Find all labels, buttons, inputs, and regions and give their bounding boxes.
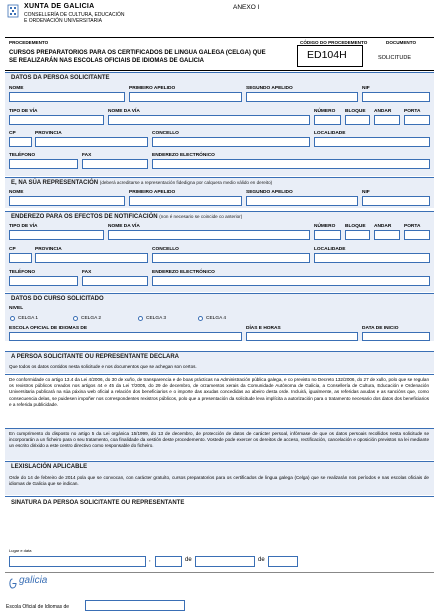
celga-2-label: CELGA 2 — [81, 316, 101, 321]
localidade-label: LOCALIDADE — [314, 131, 346, 136]
nif-label: NIF — [362, 86, 370, 91]
not-concello-field[interactable] — [152, 253, 310, 263]
bloque-label: BLOQUE — [345, 109, 366, 114]
level-label: NIVEL — [9, 306, 24, 311]
legislation-text: Orde do 14 de febreiro de 2014 pola que se convocan, con carácter gratuíto, cursos preparatorios para os certificados de lingua galega (Celga) que se realizarán nos períodos e nas escolas oficiais de idiomas de Galicia que se indican. — [9, 475, 429, 487]
not-andar-field[interactable] — [374, 230, 400, 240]
nif-field[interactable] — [362, 92, 430, 102]
legislation-section-title: LEXISLACIÓN APLICABLE — [11, 464, 88, 470]
representative-section-note: (deberá acreditarse a representación fidedigna por calquera medio válido en dereito) — [99, 180, 273, 185]
comma-separator: , — [149, 557, 151, 563]
procedure-title-2: SE REALIZARÁN NAS ESCOLAS OFICIAIS DE IDIOMAS DE GALICIA — [9, 58, 205, 64]
start-date-field[interactable] — [362, 332, 430, 341]
numero-field[interactable] — [314, 115, 341, 125]
not-provincia-field[interactable] — [35, 253, 148, 263]
not-porta-label: PORTA — [404, 224, 421, 229]
not-localidade-label: LOCALIDADE — [314, 247, 346, 252]
celga-3-label: CELGA 3 — [146, 316, 166, 321]
telefono-field[interactable] — [9, 159, 78, 169]
not-email-label: ENDEREZO ELECTRÓNICO — [152, 270, 215, 275]
footer-school-label: Escola Oficial de Idiomas de — [6, 604, 70, 610]
fax-label: FAX — [82, 153, 92, 158]
procedure-title-1: CURSOS PREPARATORIOS PARA OS CERTIFICADOS DE LINGUA GALEGA (CELGA) QUE — [9, 50, 266, 56]
day-field[interactable] — [155, 556, 182, 567]
not-nome-via-field[interactable] — [108, 230, 310, 240]
celga-4-label: CELGA 4 — [206, 316, 226, 321]
not-andar-label: ANDAR — [374, 224, 392, 229]
document-type: SOLICITUDE — [378, 55, 412, 61]
andar-field[interactable] — [374, 115, 400, 125]
not-numero-label: NÚMERO — [314, 224, 336, 229]
procedure-label: PROCEDEMENTO — [9, 40, 49, 45]
localidade-field[interactable] — [314, 137, 430, 147]
xunta-logo-icon — [7, 4, 19, 18]
org-name: XUNTA DE GALICIA — [24, 3, 95, 10]
dept-line-2: E ORDENACIÓN UNIVERSITARIA — [24, 18, 102, 24]
not-porta-field[interactable] — [404, 230, 430, 240]
document-label: DOCUMENTO — [386, 40, 417, 45]
celga-1-label: CELGA 1 — [18, 316, 38, 321]
not-cp-field[interactable] — [9, 253, 32, 263]
not-telefono-field[interactable] — [9, 276, 78, 286]
not-cp-label: CP — [9, 247, 16, 252]
dept-line-1: CONSELLERÍA DE CULTURA, EDUCACIÓN — [24, 12, 125, 18]
place-date-label: Lugar e data — [9, 548, 32, 553]
procedure-code: ED104H — [307, 49, 347, 61]
publicity-text: De conformidade co artigo 13.4 da Lei 4/2006, do 30 de xuño, de transparencia e de boas prácticas na Administración pública galega, e co previsto no Decreto 132/2006, do 27 de xullo, polo que se regulan os rexistros públicos creados nos artigos 44 e 45 da Lei 7/2005, do 29 de decembro, de orzamentos xerais da Comunidade Autónoma de Galicia, a Consellería de Cultura, Educación e Ordenación Universitaria publicará na súa páxina web oficial a relación dos beneficiarios e o importe das axudas concedidas ao abeiro desta orde. Incluirá, igualmente, as referidas axudas e as sancións que, como consecuencia delas, se puidesen impoñer nos correspondentes rexistros públicos, polo que a presentación da solicitude leva implícita a autorización para o tratamento necesario dos datos dos beneficiarios e a referida publicidade. — [9, 377, 429, 407]
not-numero-field[interactable] — [314, 230, 341, 240]
not-localidade-field[interactable] — [314, 253, 430, 263]
celga-3-radio[interactable] — [138, 316, 143, 321]
cp-label: CP — [9, 131, 16, 136]
representative-section-title: E, NA SÚA REPRESENTACIÓN — [11, 180, 99, 186]
notification-section-heading — [11, 214, 242, 220]
galicia-logo-icon — [8, 576, 17, 587]
telefono-label: TELÉFONO — [9, 153, 36, 158]
rep-nome-label: NOME — [9, 190, 24, 195]
rep-primeiro-apelido-label: PRIMEIRO APELIDO — [129, 190, 176, 195]
bloque-field[interactable] — [345, 115, 370, 125]
signature-section-title: SINATURA DA PERSOA SOLICITANTE OU REPRESENTANTE — [11, 500, 185, 506]
days-label: DÍAS E HORAS — [246, 326, 281, 331]
rep-segundo-apelido-field[interactable] — [246, 196, 358, 206]
rep-nif-label: NIF — [362, 190, 370, 195]
not-tipo-via-field[interactable] — [9, 230, 104, 240]
segundo-apelido-field[interactable] — [246, 92, 358, 102]
primeiro-apelido-field[interactable] — [129, 92, 242, 102]
celga-2-radio[interactable] — [73, 316, 78, 321]
not-fax-label: FAX — [82, 270, 92, 275]
rep-nif-field[interactable] — [362, 196, 430, 206]
provincia-field[interactable] — [35, 137, 148, 147]
course-section-title: DATOS DO CURSO SOLICITADO — [11, 296, 104, 302]
month-field[interactable] — [195, 556, 255, 567]
not-telefono-label: TELÉFONO — [9, 270, 36, 275]
declaration-section-title: A PERSOA SOLICITANTE OU REPRESENTANTE DECLARA — [11, 354, 180, 360]
concello-field[interactable] — [152, 137, 310, 147]
tipo-via-field[interactable] — [9, 115, 104, 125]
concello-label: CONCELLO — [152, 131, 179, 136]
year-field[interactable] — [268, 556, 298, 567]
annex-label: ANEXO I — [233, 4, 260, 11]
school-field[interactable] — [9, 332, 242, 341]
primeiro-apelido-label: PRIMEIRO APELIDO — [129, 86, 176, 91]
nome-field[interactable] — [9, 92, 125, 102]
cp-field[interactable] — [9, 137, 32, 147]
andar-label: ANDAR — [374, 109, 392, 114]
privacy-text: En cumprimento do disposto no artigo 5 da Lei orgánica 15/1999, do 13 de decembro, de protección de datos de carácter persoal, infórmase de que os datos persoais recollidos nesta solicitude se incorporarán a un ficheiro para o seu tratamento, coa finalidade da xestión deste procedemento. Vostede pode exercer os dereitos de acceso, rectificación, cancelación e oposición previstos na lei mediante un escrito dirixido a este centro directivo como responsable do ficheiro. — [9, 431, 429, 449]
celga-4-radio[interactable] — [198, 316, 203, 321]
notification-section-title: ENDEREZO PARA OS EFECTOS DE NOTIFICACIÓN — [11, 214, 158, 220]
celga-1-radio[interactable] — [10, 316, 15, 321]
not-provincia-label: PROVINCIA — [35, 247, 62, 252]
not-fax-field[interactable] — [82, 276, 148, 286]
fax-field[interactable] — [82, 159, 148, 169]
applicant-section-title: DATOS DA PERSOA SOLICITANTE — [11, 75, 110, 81]
galicia-brand: galicia — [19, 575, 48, 586]
footer-divider — [5, 572, 434, 573]
notification-section-note: (non é necesario se coincide co anterior) — [159, 214, 243, 219]
start-date-label: DATA DE INICIO — [362, 326, 399, 331]
nome-via-label: NOME DA VÍA — [108, 109, 140, 114]
segundo-apelido-label: SEGUNDO APELIDO — [246, 86, 293, 91]
rep-nome-field[interactable] — [9, 196, 125, 206]
school-label: ESCOLA OFICIAL DE IDIOMAS DE — [9, 326, 88, 331]
provincia-label: PROVINCIA — [35, 131, 62, 136]
email-field[interactable] — [152, 159, 430, 169]
not-concello-label: CONCELLO — [152, 247, 179, 252]
numero-label: NÚMERO — [314, 109, 336, 114]
rep-segundo-apelido-label: SEGUNDO APELIDO — [246, 190, 293, 195]
procedure-code-label: CÓDIGO DO PROCEDEMENTO — [300, 40, 368, 45]
declaration-text: Que todos os datos contidos nesta solicitude e nos documentos que se achegan son certos. — [9, 364, 197, 369]
not-nome-via-label: NOME DA VÍA — [108, 224, 140, 229]
de-separator-1: de — [185, 557, 192, 563]
tipo-via-label: TIPO DE VÍA — [9, 109, 38, 114]
representative-section-heading — [11, 180, 272, 186]
email-label: ENDEREZO ELECTRÓNICO — [152, 153, 215, 158]
rep-primeiro-apelido-field[interactable] — [129, 196, 242, 206]
not-bloque-field[interactable] — [345, 230, 370, 240]
nome-label: NOME — [9, 86, 24, 91]
footer-school-field[interactable] — [85, 600, 185, 611]
nome-via-field[interactable] — [108, 115, 310, 125]
not-email-field[interactable] — [152, 276, 430, 286]
porta-field[interactable] — [404, 115, 430, 125]
days-field[interactable] — [246, 332, 358, 341]
not-bloque-label: BLOQUE — [345, 224, 366, 229]
not-tipo-via-label: TIPO DE VÍA — [9, 224, 38, 229]
place-field[interactable] — [9, 556, 146, 567]
de-separator-2: de — [258, 557, 265, 563]
porta-label: PORTA — [404, 109, 421, 114]
